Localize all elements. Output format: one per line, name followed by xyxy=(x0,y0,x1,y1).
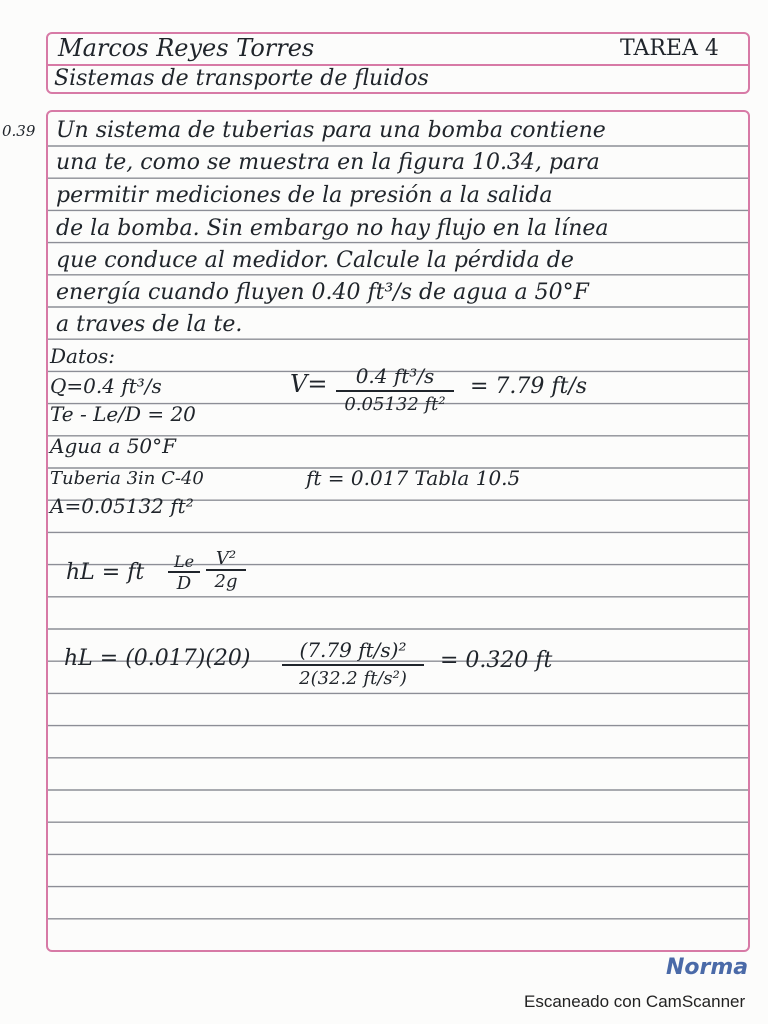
te-ratio: Te - Le/D = 20 xyxy=(50,402,196,426)
d-label: D xyxy=(176,573,192,594)
problem-line-5: que conduce al medidor. Calcule la pérdida de xyxy=(56,248,574,273)
flow-rate: Q=0.4 ft³/s xyxy=(50,374,162,398)
norma-logo: Norma xyxy=(666,955,749,980)
fraction-bar xyxy=(336,390,454,392)
hl-calc-lhs: hL = (0.017)(20) xyxy=(64,646,251,671)
velocity-lhs: V= xyxy=(290,370,328,398)
problem-line-3: permitir mediciones de la presión a la salida xyxy=(56,183,553,208)
two-g: 2g xyxy=(214,571,238,592)
hl-calc-denominator: 2(32.2 ft/s²) xyxy=(299,668,407,689)
pipe-spec: Tuberia 3in C-40 xyxy=(50,468,204,489)
le-label: Le xyxy=(173,552,195,571)
water-temp: Agua a 50°F xyxy=(50,434,177,458)
pipe-area: A=0.05132 ft² xyxy=(50,494,194,518)
task-label: TAREA 4 xyxy=(620,36,719,61)
problem-line-7: a traves de la te. xyxy=(56,312,243,337)
velocity-fraction xyxy=(330,364,460,415)
hl-calc-result: = 0.320 ft xyxy=(440,648,553,673)
camscanner-caption: Escaneado con CamScanner xyxy=(524,992,746,1011)
velocity-denominator: 0.05132 ft² xyxy=(344,394,446,415)
student-name: Marcos Reyes Torres xyxy=(58,34,315,62)
v-squared: V² xyxy=(215,548,237,569)
problem-line-1: Un sistema de tuberias para una bomba contiene xyxy=(56,118,606,143)
problem-line-6: energía cuando fluyen 0.40 ft³/s de agua a 50°F xyxy=(56,280,589,305)
le-d-fraction xyxy=(168,552,200,594)
problem-line-4: de la bomba. Sin embargo no hay flujo en la línea xyxy=(56,216,609,241)
problem-line-2: una te, como se muestra en la figura 10.34, para xyxy=(56,150,600,175)
problem-number: 0.39 xyxy=(2,122,36,140)
hl-calc-fraction xyxy=(278,638,428,689)
friction-factor: ft = 0.017 Tabla 10.5 xyxy=(306,466,521,490)
velocity-result: = 7.79 ft/s xyxy=(470,374,588,399)
data-label: Datos: xyxy=(50,344,116,368)
fraction-bar xyxy=(282,664,424,666)
v2-2g-fraction xyxy=(206,548,246,592)
course-title: Sistemas de transporte de fluidos xyxy=(54,66,429,91)
hl-calc-numerator: (7.79 ft/s)² xyxy=(299,638,407,662)
velocity-numerator: 0.4 ft³/s xyxy=(355,364,435,388)
hl-general-lhs: hL = ft xyxy=(66,560,145,585)
